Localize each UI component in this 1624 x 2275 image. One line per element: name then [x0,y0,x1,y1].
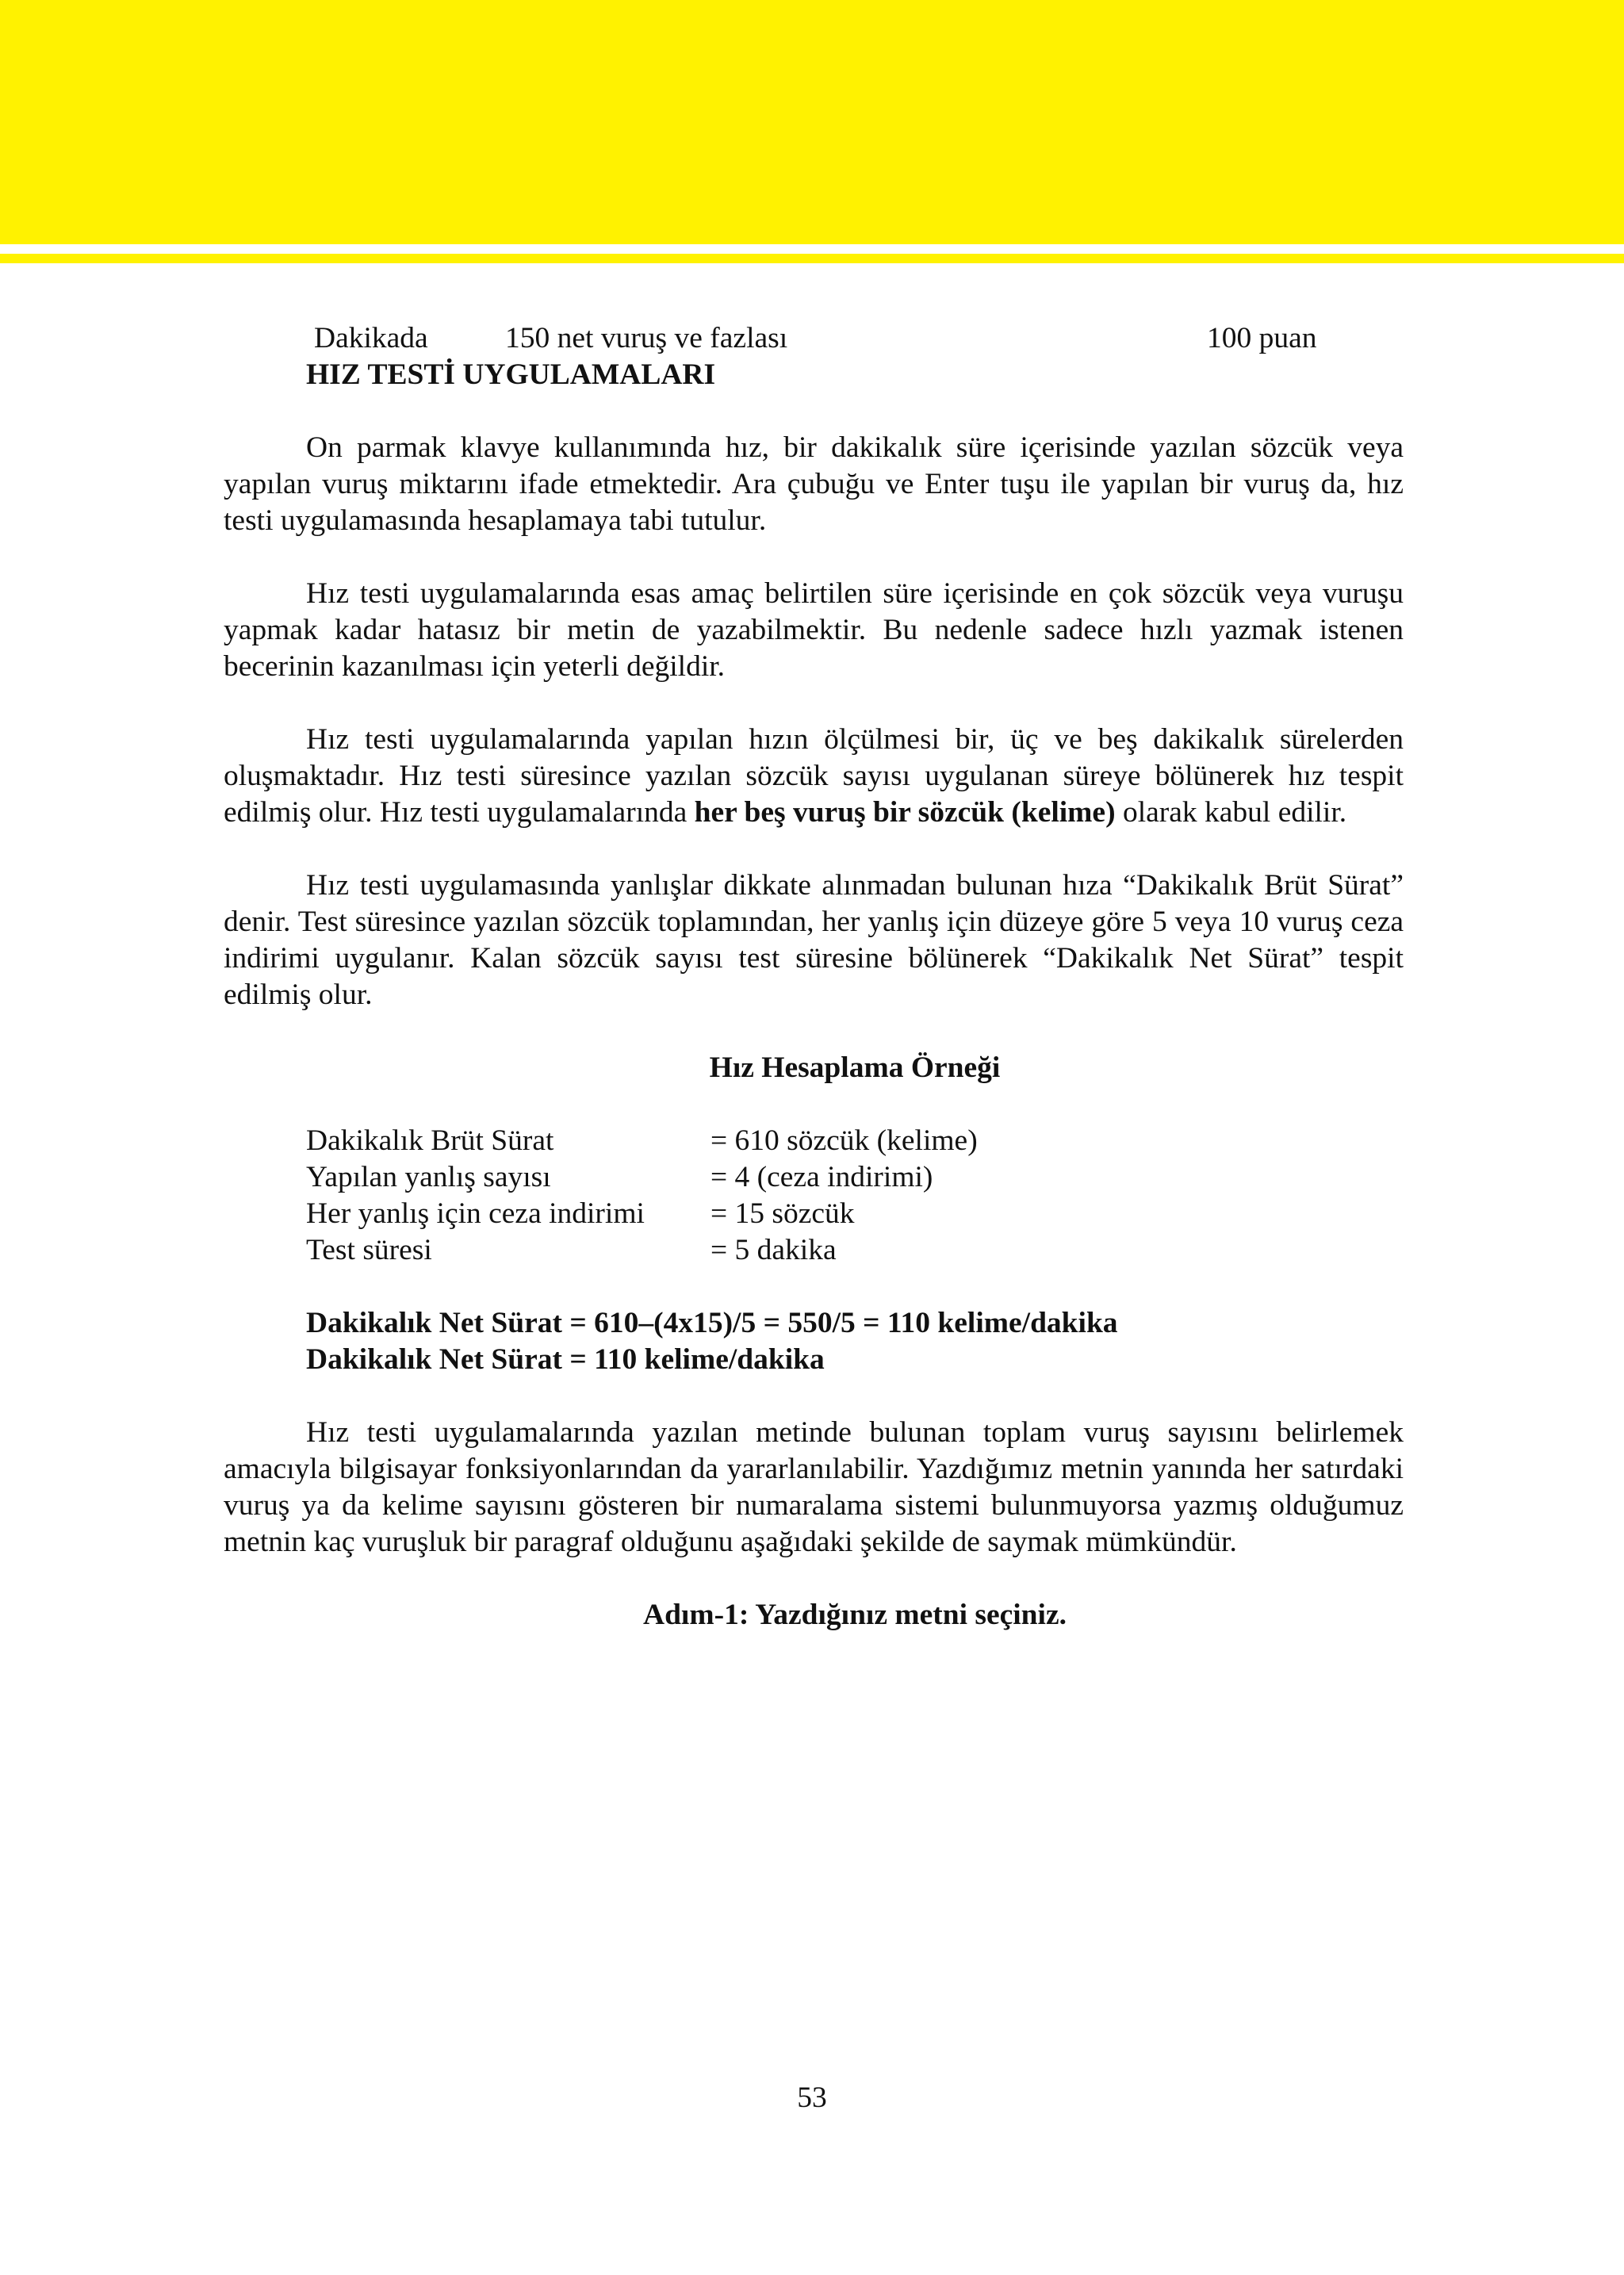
example-row-label: Dakikalık Brüt Sürat [306,1124,554,1157]
example-row-value: = 610 sözcük (kelime) [710,1124,978,1157]
paragraph-3-text-before: Hız testi uygulamalarında yapılan hızın ölçülmesi bir, üç ve beş dakikalık sürelerden oluşmaktadır. Hız testi süresince yazılan sözcük sayısı uygulanan süreye bölünerek hız tespit edilmiş olur. Hız testi uygulamalarında [224,723,1404,829]
header-yellow-band [0,0,1624,244]
example-row [306,1196,1404,1232]
paragraph-3-bold-text: her beş vuruş bir sözcük (kelime) [694,796,1116,829]
result-formula: Dakikalık Net Sürat = 610–(4x15)/5 = 550/5 = 110 kelime/dakika [306,1307,1118,1339]
example-row-value: = 4 (ceza indirimi) [710,1161,933,1193]
example-row-label: Test süresi [306,1234,432,1266]
score-label: Dakikada [314,322,428,354]
step-title: Adım-1: Yazdığınız metni seçiniz. [643,1599,1067,1631]
example-table [306,1123,1404,1269]
paragraph-5: Hız testi uygulamalarında yazılan metinde bulunan toplam vuruş sayısını belirlemek amacıyla bilgisayar fonksiyonlarından da yararlanılabilir. Yazdığımız metnin yanında her satırdaki vuruş ya da kelime sayısını gösteren bir numaralama sistemi bulunmuyorsa yazmış olduğumuz metnin kaç vuruşluk bir paragraf olduğunu aşağıdaki şekilde de saymak mümkündür. [224,1416,1404,1558]
paragraph-2: Hız testi uygulamalarında esas amaç belirtilen süre içerisinde en çok sözcük veya vuruşu yapmak kadar hatasız bir metin de yazabilmektir. Bu nedenle sadece hızlı yazmak istenen becerinin kazanılması için yeterli değildir. [224,577,1404,683]
score-value: 150 net vuruş ve fazlası [505,322,788,354]
example-row-label: Yapılan yanlış sayısı [306,1161,551,1193]
paragraph-4: Hız testi uygulamasında yanlışlar dikkate alınmadan bulunan hıza “Dakikalık Brüt Sürat” denir. Test süresince yazılan sözcük toplamından, her yanlış için düzeye göre 5 veya 10 vuruş ceza indirimi uygulanır. Kalan sözcük sayısı test süresine bölünerek “Dakikalık Net Sürat” tespit edilmiş olur. [224,869,1404,1011]
result-final: Dakikalık Net Sürat = 110 kelime/dakika [306,1343,825,1376]
paragraph-1: On parmak klavye kullanımında hız, bir dakikalık süre içerisinde yazılan sözcük veya yapılan vuruş miktarını ifade etmektedir. Ara çubuğu ve Enter tuşu ile yapılan bir vuruş da, hız testi uygulamasında hesaplamaya tabi tutulur. [224,431,1404,537]
page-number: 53 [797,2082,827,2114]
example-row-value: = 15 sözcük [710,1197,855,1230]
header-yellow-stripe [0,254,1624,263]
score-points: 100 puan [1207,322,1317,354]
example-title: Hız Hesaplama Örneği [709,1051,1001,1084]
page-content [224,320,1404,1633]
section-title: HIZ TESTİ UYGULAMALARI [306,358,716,391]
paragraph-3-text-after: olarak kabul edilir. [1115,796,1347,829]
example-row-value: = 5 dakika [710,1234,837,1266]
example-row [306,1159,1404,1196]
paragraph-3 [224,722,1404,831]
score-line [224,320,1404,357]
example-row [306,1123,1404,1159]
example-row [306,1232,1404,1269]
example-row-label: Her yanlış için ceza indirimi [306,1197,645,1230]
